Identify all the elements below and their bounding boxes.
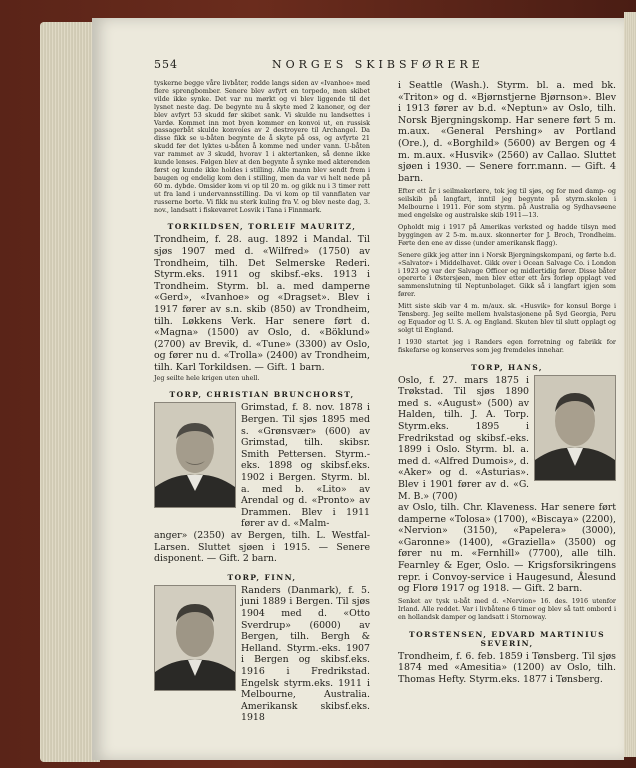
entry-wrap-torp-finn <box>154 585 370 724</box>
entry-body-torstensen: Trondheim, f. 6. feb. 1859 i Tønsberg. Til sjøs 1874 med «Amesitia» (1200) av Oslo, tilh. Thomas Hefty. Styrm.eks. 1877 i Tønsberg. <box>398 650 616 685</box>
narrative-paragraph-1: Efter ett år i seilmakerlære, tok jeg til sjøs, og for med damp- og seilskib på langfart, inntil jeg begynte på styrm.skolen i Melbourne i 1911. Fór som styrm. på Australia og Sydhavsøene med engelske og australske skib 1911—13. <box>398 187 616 220</box>
continuation-torp-finn: i Seattle (Wash.). Styrm. bl. a. med bk. «Triton» og d. «Bjørnstjerne Bjørnson». Blev i 1913 fører av b.d. «Neptun» av Oslo, tilh. Norsk Bjergningskomp. Har senere ført 5 m. m.aux. «General Pershing» av Portland (Ore.), d. «Borghild» (5600) av Bergen og 4 m. m.aux. «Husvik» (2560) av Callao. Sluttet sjøen i 1930. — Senere forr.mann. — Gift. 4 barn. <box>398 80 616 184</box>
page-title: NORGES SKIBSFØRERE <box>272 58 484 71</box>
book-page <box>92 18 624 760</box>
entry-note-torkildsen: Jeg seilte hele krigen uten uhell. <box>154 373 260 382</box>
narrative-paragraph-4: Mitt siste skib var 4 m. m/aux. sk. «Husvik» for konsul Borge i Tønsberg. Jeg seilte mellem hvalstasjonene på Syd Georgia, Peru og Equador og U. S. A. og England. Skuten blev til slutt opplagt og solgt til England. <box>398 302 616 334</box>
entry-body-torkildsen: Trondheim, f. 28. aug. 1892 i Mandal. Til sjøs 1907 med d. «Wilfred» (1750) av Trondheim, tilh. Det Selmerske Rederi. Styrm.eks. 1911 og skibsf.-eks. 1913 i Trondheim. Styrm. bl. a. med damperne «Gerd», «Ivanhoe» og «Dragset». Blev i 1917 fører av s.n. skib (850) av Trondheim, tilh. Løkkens Verk. Har senere ført d. «Magna» (1500) av Oslo, d. «Böklund» (2700) av Brevik, d. «Tune» (3300) av Oslo, og fører nu d. «Trolla» (2400) av Trondheim, tilh. Karl Torkildsen. — Gift. 1 barn. <box>154 234 370 373</box>
right-column <box>398 80 616 685</box>
portrait-photo-torp-finn <box>154 585 236 691</box>
entry-body-torp-hans: Oslo, f. 27. mars 1875 i Trøkstad. Til sjøs 1890 med s. «August» (500) av Halden, tilh. J. A. Torp. Styrm.eks. 1895 i Fredrikstad og skibsf.-eks. 1899 i Oslo. Styrm. bl. a. med d. «Alfred Dumois», d. «Aker» og d. «Asturias». Blev i 1901 fører av d. «G. M. B.» (700) <box>398 374 529 502</box>
entry-heading-torkildsen: TORKILDSEN, TORLEIF MAURITZ, <box>167 222 357 232</box>
portrait-photo-torp-hans <box>534 375 616 481</box>
page-number: 554 <box>154 58 178 71</box>
left-column <box>154 80 370 724</box>
entry-wrap-torp-hans <box>398 375 616 503</box>
intro-paragraph: tyskerne begge våre livbåter, rodde langs siden av «Ivanhoe» med flere sprengbomber. Senere blev avfyrt en torpedo, men skibet vilde ikke synke. Det var nu mørkt og vi blev liggende til det lysnet neste dag. De begynte nu å skyte med 2 kanoner, og der blev avfyrt 53 skudd før skibet sank. Vi skulde nu landsettes i Vardø. Kommet inn mot byen kommer en konvoi ut, en russisk passagerbåt skulde konvoies av 2 destroyere til Archangel. Da disse fikk se u-båten begynte de å skyte på oss, og avfyrte 21 skudd før det lyktes u-båten å komme ned under vann. U-båten var rammet av 3 skudd, hvorav 1 i aktertanken, så denne ikke kunde lenses. Følgen blev at den begynte å synke med akterenden først og kunde ikke holdes i stilling. Alle mann blev sendt frem i baugen og endelig kom den i stilling, men da var vi helt nede på 60 m. dybde. Omsider kom vi op til 20 m. og gikk nu i 3 timer rett ut fra land i undervannsstilling. Da vi kom op til vannflaten var russerne borte. Vi fikk nu sterk kuling fra V. og blev neste dag, 3. nov., landsatt i fiskeværet Losvik i Tana i Finnmark. <box>154 79 370 214</box>
entry-body-torp-hans-continued: av Oslo, tilh. Chr. Klaveness. Har senere ført damperne «Tolosa» (1700), «Biscaya» (2200), «Nervion» (3150), «Papelera» (3000), «Garonne» (1400), «Graziella» (3500) og fører nu m. «Fernhill» (7700), alle tilh. Fearnley & Eger, Oslo. — Krigsforsikringens repr. i Convoy-service i Haugesund, Ålesund og Florø 1917 og 1918. — Gift. 2 barn. <box>398 502 616 595</box>
narrative-paragraph-3: Senere gikk jeg atter inn i Norsk Bjergningskompani, og førte b.d. «Salvator» i Middelhavet. Gikk over i Ocean Salvage Co. i London i 1923 og var der Salvage Officer og midlertidig fører. Disse båter opererte i Østersjøen, men blev etter ett års forløp opplagt ved sammenslutning til Neptunbolaget. Gikk så i langfart igjen som fører. <box>398 250 616 299</box>
entry-wrap-torp-christian <box>154 402 370 530</box>
entry-body-torp-christian-continued: anger» (2350) av Bergen, tilh. L. Westfal-Larsen. Sluttet sjøen i 1915. — Senere disponent. — Gift. 2 barn. <box>154 529 370 565</box>
entry-note-torp-hans: Senket av tysk u-båt med d. «Nervion» 16. des. 1916 utenfor Irland. Alle reddet. Var i livbåtene 6 timer og blev så tatt ombord i en hollandsk damper og landsatt i Stornoway. <box>398 596 616 621</box>
entry-heading-torp-finn: TORP, FINN, <box>227 572 297 582</box>
page-edges-left <box>40 22 100 762</box>
entry-body-torp-christian: Grimstad, f. 8. nov. 1878 i Bergen. Til sjøs 1895 med s. «Grønsvær» (600) av Grimstad, tilh. skibsr. Smith Pettersen. Styrm.-eks. 1898 og skibsf.eks. 1902 i Bergen. Styrm. bl. a. med b. «Lito» av Arendal og d. «Pronto» av Drammen. Blev i 1911 fører av d. «Malm- <box>241 402 370 530</box>
entry-body-torp-finn: Randers (Danmark), f. 5. juni 1889 i Bergen. Til sjøs 1904 med d. «Otto Sverdrup» (6000) av Bergen, tilh. Bergh & Helland. Styrm.-eks. 1907 i Bergen og skibsf.eks. 1916 i Fredrikstad. Engelsk styrm.eks. 1911 i Melbourne, Australia. Amerikansk skibsf.eks. 1918 <box>241 584 370 724</box>
portrait-photo-torp-christian <box>154 402 236 508</box>
running-header <box>154 58 614 74</box>
page-edges-right <box>624 12 636 757</box>
narrative-paragraph-5: I 1930 startet jeg i Randers egen forretning og fabrikk for fiskefarse og konserves som jeg fremdeles innehar. <box>398 337 616 354</box>
entry-heading-torstensen: TORSTENSEN, EDVARD MARTINIUS SEVERIN, <box>409 629 605 648</box>
entry-heading-torp-hans: TORP, HANS, <box>471 362 543 372</box>
narrative-paragraph-2: Opholdt mig i 1917 på Amerikas verksted og hadde tilsyn med byggingen av 2 5-m. m.aux. skonnerter for J. Broch, Trondheim. Førte den ene av disse (under amerikansk flagg). <box>398 222 616 247</box>
entry-heading-torp-christian: TORP, CHRISTIAN BRUNCHORST, <box>169 390 355 400</box>
